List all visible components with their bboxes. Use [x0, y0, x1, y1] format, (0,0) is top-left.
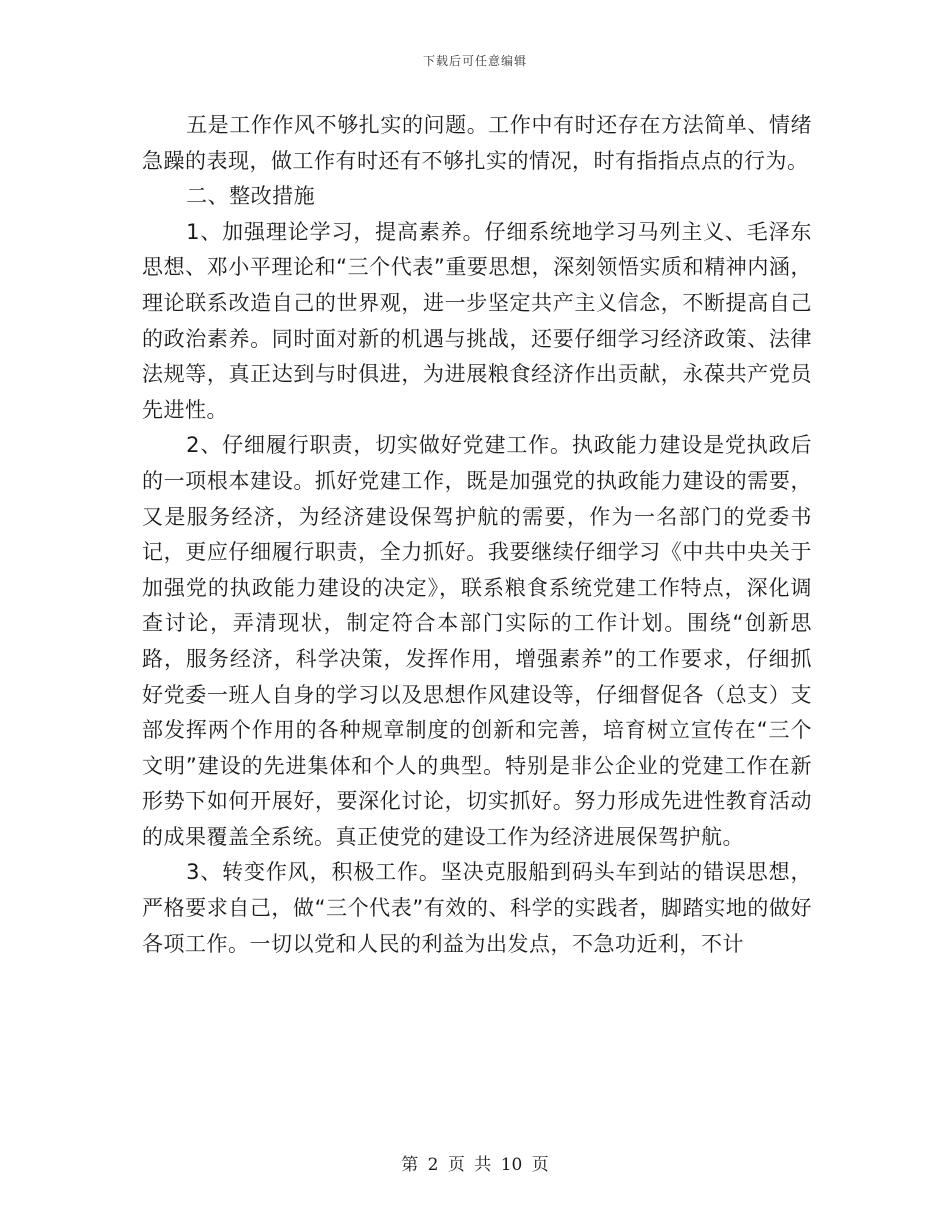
section-heading-rectification: 二、整改措施 [186, 184, 316, 209]
page-number: 第 2 页 共 10 页 [401, 1155, 549, 1175]
paragraph-work-style-issue: 五是工作作风不够扎实的问题。工作中有时还存在方法简单、情绪急躁的表现，做工作有时还有不够扎实的情况，时有指指点点的行为。 [142, 113, 812, 173]
document-body [142, 108, 812, 962]
paragraph-measure-2: 2、仔细履行职责，切实做好党建工作。执政能力建设是党执政后的一项根本建设。抓好党建工作，既是加强党的执政能力建设的需要，又是服务经济，为经济建设保驾护航的需要，作为一名部门的党委书记，更应仔细履行职责，全力抓好。我要继续仔细学习《中共中央关于加强党的执政能力建设的决定》，联系粮食系统党建工作特点，深化调查讨论，弄清现状，制定符合本部门实际的工作计划。围绕“创新思路，服务经济，科学决策，发挥作用，增强素养”的工作要求，仔细抓好党委一班人自身的学习以及思想作风建设等，仔细督促各（总支）支部发挥两个作用的各种规章制度的创新和完善，培育树立宣传在“三个文明”建设的先进集体和个人的典型。特别是非公企业的党建工作在新形势下如何开展好，要深化讨论，切实抓好。努力形成先进性教育活动的成果覆盖全系统。真正使党的建设工作为经济进展保驾护航。 [142, 433, 812, 849]
paragraph-measure-3: 3、转变作风，积极工作。坚决克服船到码头车到站的错误思想，严格要求自己，做“三个代表”有效的、科学的实践者，脚踏实地的做好各项工作。一切以党和人民的利益为出发点，不急功近利，不计 [142, 860, 812, 956]
page-header: 下载后可任意编辑 [422, 54, 527, 68]
paragraph-measure-1: 1、加强理论学习，提高素养。仔细系统地学习马列主义、毛泽东思想、邓小平理论和“三个代表”重要思想，深刻领悟实质和精神内涵，理论联系改造自己的世界观，进一步坚定共产主义信念，不断提高自己的政治素养。同时面对新的机遇与挑战，还要仔细学习经济政策、法律法规等，真正达到与时俱进，为进展粮食经济作出贡献，永葆共产党员先进性。 [142, 219, 812, 422]
